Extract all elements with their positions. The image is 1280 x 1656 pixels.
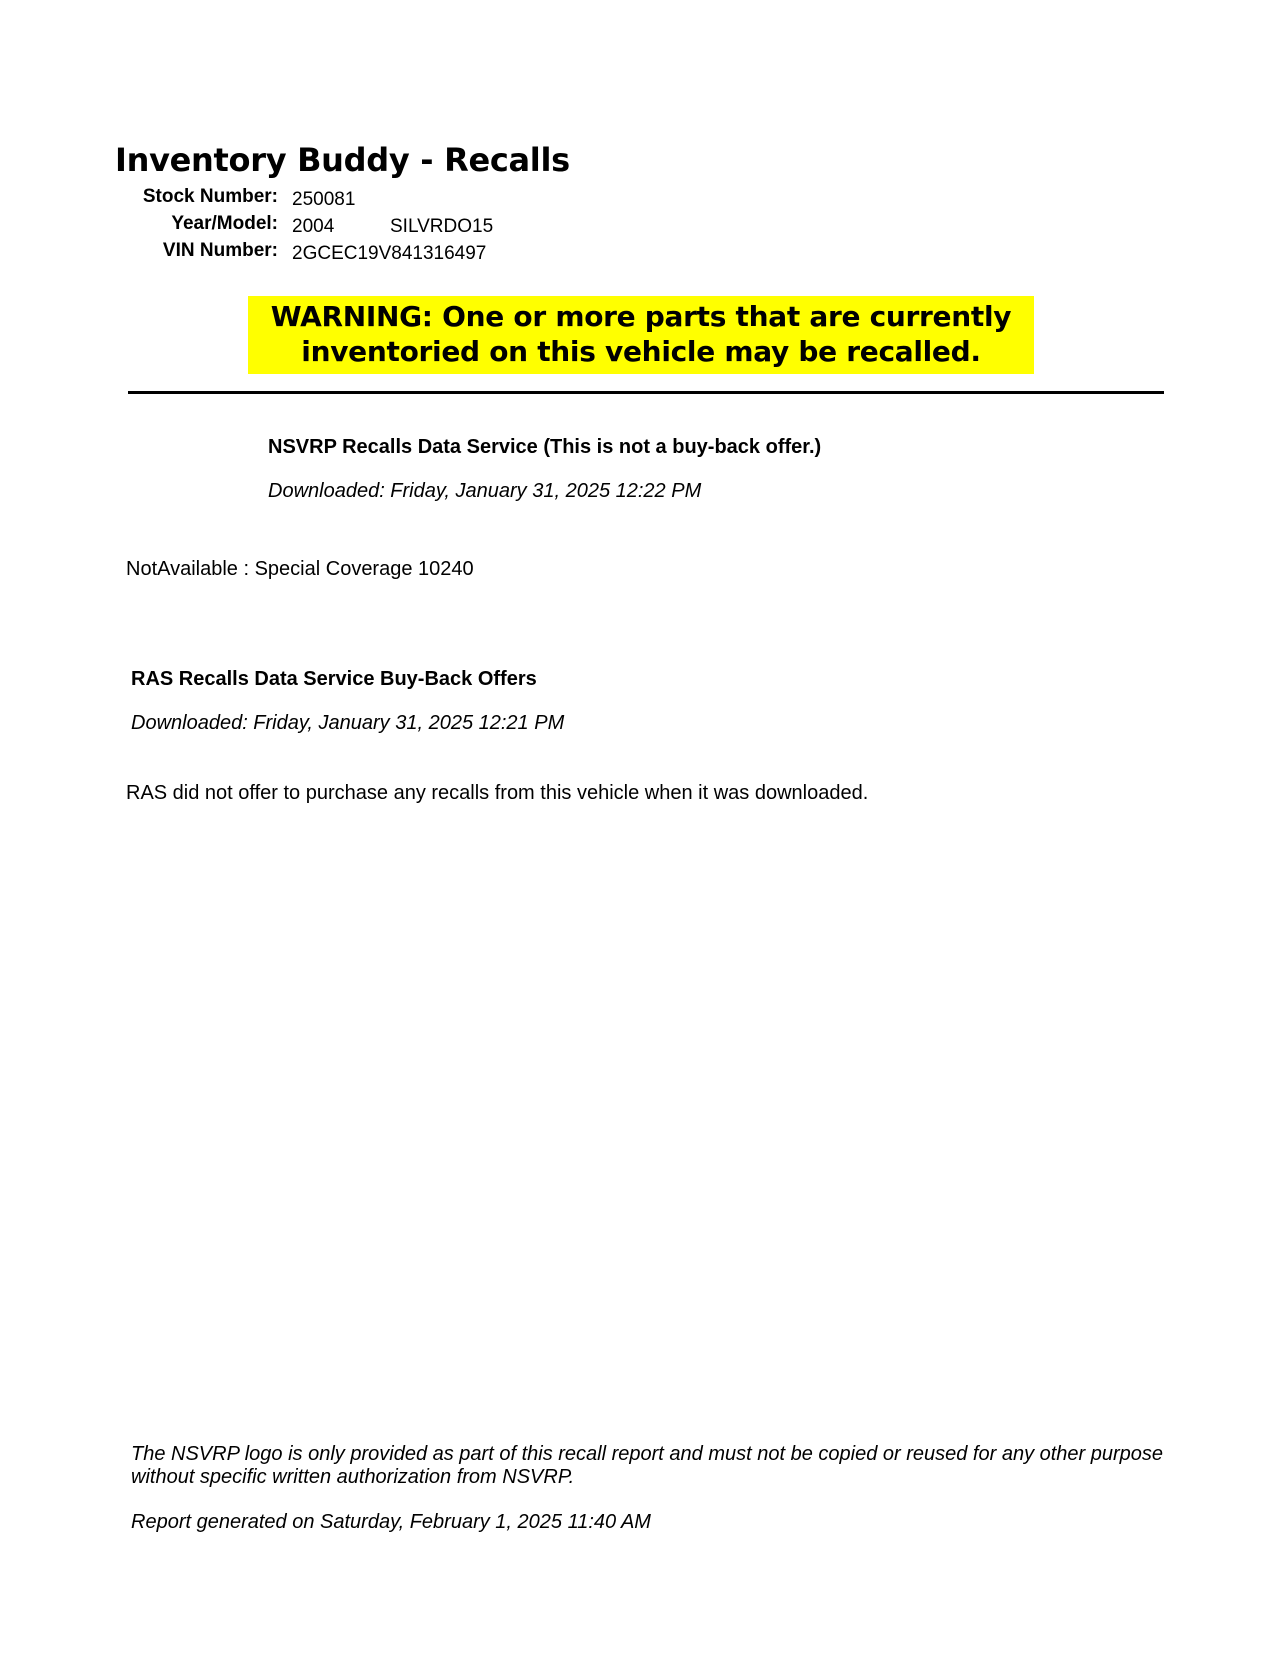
model-value: SILVRDO15 <box>390 216 494 237</box>
report-generated-timestamp: Report generated on Saturday, February 1, 2025 11:40 AM <box>131 1511 651 1533</box>
vin-number-value: 2GCEC19V841316497 <box>292 243 487 264</box>
nsvrp-downloaded-timestamp: Downloaded: Friday, January 31, 2025 12:22 PM <box>268 480 702 502</box>
recall-warning-banner <box>248 296 1034 374</box>
vin-number-label: VIN Number: <box>162 240 278 261</box>
stock-number-label: Stock Number: <box>142 186 278 207</box>
ras-section-heading: RAS Recalls Data Service Buy-Back Offers <box>131 668 537 690</box>
warning-line-2: inventoried on this vehicle may be recalled. <box>301 335 981 368</box>
stock-number-value: 250081 <box>292 189 356 210</box>
year-value: 2004 <box>292 216 335 237</box>
ras-downloaded-timestamp: Downloaded: Friday, January 31, 2025 12:21 PM <box>131 712 565 734</box>
year-model-label: Year/Model: <box>171 213 278 234</box>
ras-no-offer-message: RAS did not offer to purchase any recalls from this vehicle when it was downloaded. <box>126 782 869 804</box>
report-title: Inventory Buddy - Recalls <box>115 141 570 179</box>
warning-line-1: WARNING: One or more parts that are currently <box>270 300 1012 333</box>
section-divider <box>128 391 1164 394</box>
nsvrp-section-heading: NSVRP Recalls Data Service (This is not a buy-back offer.) <box>268 436 822 458</box>
nsvrp-recall-item: NotAvailable : Special Coverage 10240 <box>126 558 474 580</box>
logo-disclaimer: The NSVRP logo is only provided as part of this recall report and must not be copied or reused for any other purpose without specific written authorization from NSVRP. <box>131 1443 1164 1488</box>
